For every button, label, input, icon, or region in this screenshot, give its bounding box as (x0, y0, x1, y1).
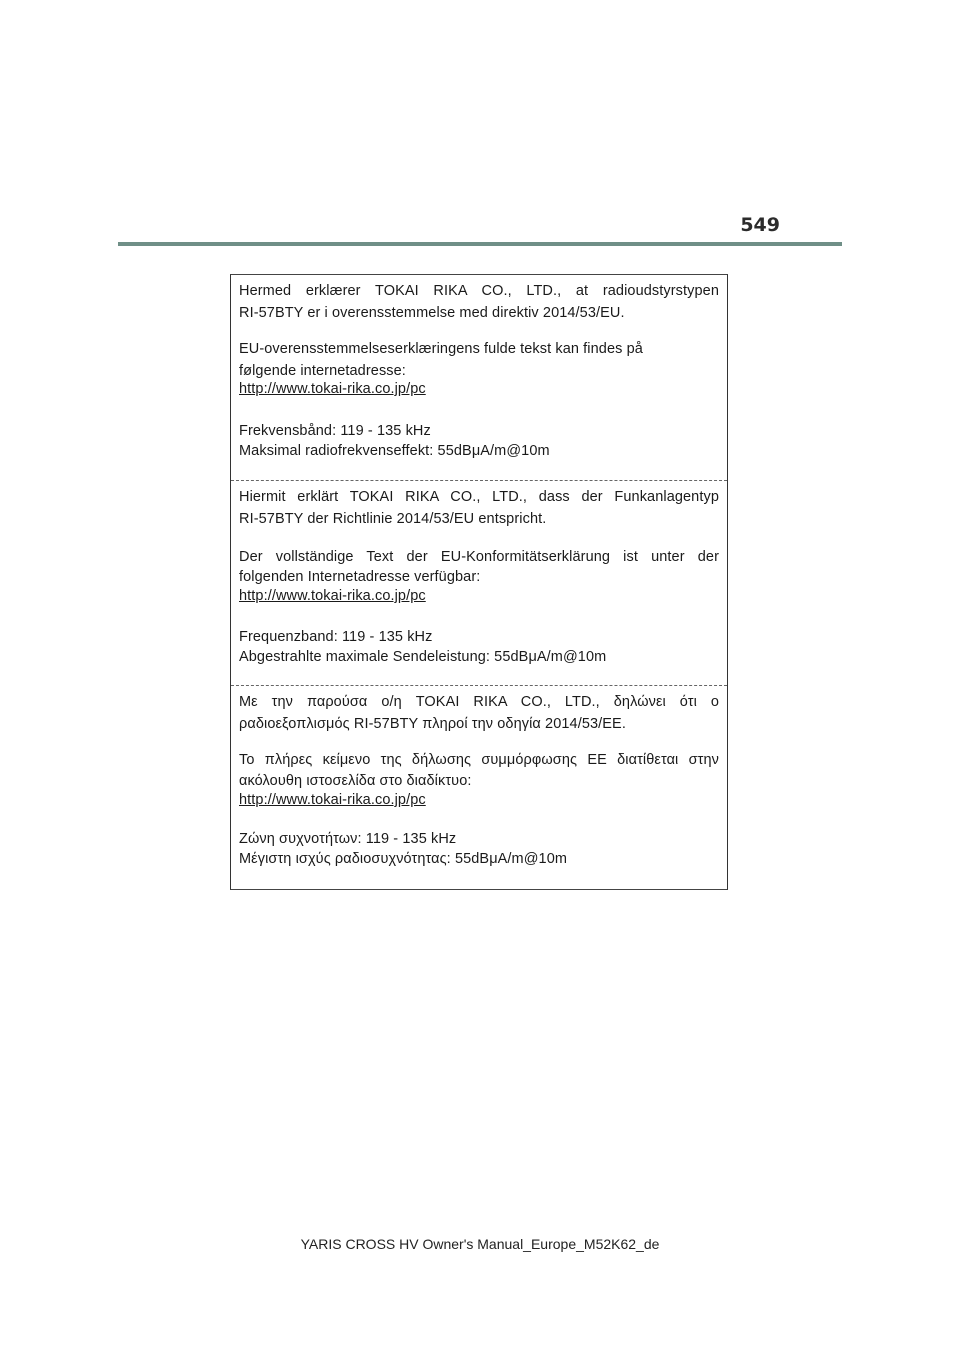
header-divider (118, 242, 842, 246)
document-footer: YARIS CROSS HV Owner's Manual_Europe_M52K62_de (300, 1236, 660, 1252)
declaration-url-link[interactable]: http://www.tokai-rika.co.jp/pc (239, 792, 426, 808)
declaration-section-danish (231, 275, 727, 480)
declaration-text-line: Με την παρούσα ο/η TOKAI RIKA CO., LTD., δηλώνει ότι ο (239, 694, 719, 710)
frequency-band-text: Ζώνη συχνοτήτων: 119 - 135 kHz (239, 831, 457, 847)
declaration-text-line: ραδιοεξοπλισμός RI-57BTY πληροί την οδηγία 2014/53/ΕΕ. (239, 716, 626, 732)
declaration-text-line: folgenden Internetadresse verfügbar: (239, 569, 481, 585)
declaration-box (230, 274, 728, 890)
declaration-text-line: RI-57BTY der Richtlinie 2014/53/EU entspricht. (239, 511, 547, 527)
declaration-text-line: Το πλήρες κείμενο της δήλωσης συμμόρφωσης ΕΕ διατίθεται στην (239, 752, 719, 768)
frequency-band-text: Frekvensbånd: 119 - 135 kHz (239, 423, 431, 439)
max-power-text: Maksimal radiofrekvenseffekt: 55dBμA/m@10m (239, 443, 550, 459)
declaration-url-link[interactable]: http://www.tokai-rika.co.jp/pc (239, 381, 426, 397)
declaration-text-line: Hermed erklærer TOKAI RIKA CO., LTD., at radioudstyrstypen (239, 283, 719, 299)
page-number: 549 (740, 214, 780, 236)
max-power-text: Μέγιστη ισχύς ραδιοσυχνότητας: 55dBμA/m@10m (239, 851, 568, 867)
declaration-text-line: følgende internetadresse: (239, 363, 406, 379)
declaration-section-german (231, 480, 727, 685)
declaration-text-line: Der vollständige Text der EU-Konformitätserklärung ist unter der (239, 549, 719, 565)
declaration-section-greek (231, 685, 727, 889)
declaration-text-line: Hiermit erklärt TOKAI RIKA CO., LTD., dass der Funkanlagentyp (239, 489, 719, 505)
declaration-text-line: ακόλουθη ιστοσελίδα στο διαδίκτυο: (239, 773, 472, 789)
declaration-text-line: EU-overensstemmelseserklæringens fulde tekst kan findes på (239, 341, 643, 357)
declaration-url-link[interactable]: http://www.tokai-rika.co.jp/pc (239, 588, 426, 604)
max-power-text: Abgestrahlte maximale Sendeleistung: 55dBμA/m@10m (239, 649, 607, 665)
frequency-band-text: Frequenzband: 119 - 135 kHz (239, 629, 433, 645)
declaration-text-line: RI-57BTY er i overensstemmelse med direktiv 2014/53/EU. (239, 305, 625, 321)
